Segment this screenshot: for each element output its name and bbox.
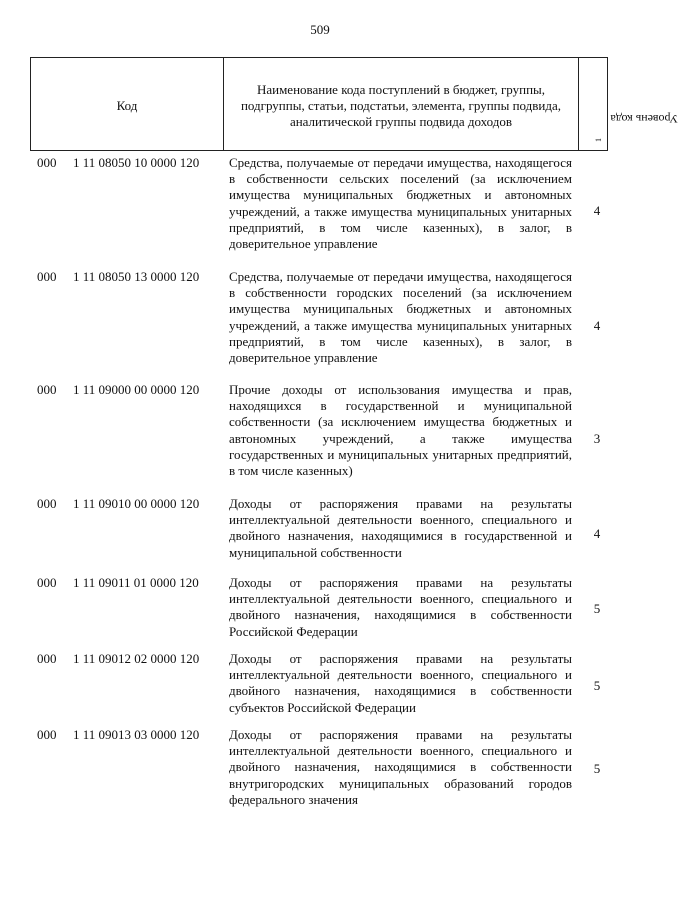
- row-name: Средства, получаемые от передачи имущества, находящегося в собственности сельских поселений (за исключением имущества муниципальных бюджетных и автономных учреждений, а также имущества муниципальных унитарных предприятий, в том числе казенных), в залог, в доверительное управление: [229, 155, 572, 252]
- header-name: Наименование кода поступлений в бюджет, группы, подгруппы, статьи, подстатьи, элемента, группы подвида, аналитической группы подвида доходов: [240, 82, 562, 129]
- row-level: 4: [593, 203, 601, 218]
- row-prefix: 000: [37, 155, 57, 170]
- page-number: 509: [310, 22, 330, 37]
- row-level: 4: [593, 318, 601, 333]
- revenue-codes-table: [30, 57, 678, 807]
- row-level: 5: [593, 678, 601, 693]
- row-name: Прочие доходы от использования имущества и прав, находящихся в государственной и муниципальной собственности (за исключением имущества бюджетных и автономных учреждений, а также имущества государственных и муниципальных унитарных предприятий, в том числе казенных): [229, 382, 572, 479]
- row-level: 4: [593, 526, 601, 541]
- row-name: Доходы от распоряжения правами на результаты интеллектуальной деятельности военного, специального и двойного назначения, находящимися в собственности Российской Федерации: [229, 575, 572, 639]
- row-level: 5: [593, 761, 601, 776]
- row-prefix: 000: [37, 269, 57, 284]
- row-level: 5: [593, 601, 601, 616]
- row-name: Доходы от распоряжения правами на результаты интеллектуальной деятельности военного, специального и двойного назначения, находящимися в собственности внутригородских муниципальных образований городов федерального значения: [229, 727, 572, 807]
- row-prefix: 000: [37, 382, 57, 397]
- table-header: [30, 57, 678, 151]
- header-level-label: Уровень кода: [610, 112, 678, 126]
- row-name: Доходы от распоряжения правами на результаты интеллектуальной деятельности военного, специального и двойного назначения, находящимися в собственности субъектов Российской Федерации: [229, 651, 572, 715]
- row-code: 1 11 09013 03 0000 120: [73, 727, 200, 742]
- row-code: 1 11 09000 00 0000 120: [73, 382, 200, 397]
- row-prefix: 000: [37, 496, 57, 511]
- row-prefix: 000: [37, 575, 57, 590]
- row-prefix: 000: [37, 727, 57, 742]
- header-level-footnote: 1: [594, 138, 603, 142]
- row-code: 1 11 08050 10 0000 120: [73, 155, 200, 170]
- row-name: Средства, получаемые от передачи имущества, находящегося в собственности городских поселений (за исключением имущества муниципальных бюджетных и автономных учреждений, а также имущества муниципальных унитарных предприятий, в том числе казенных), в залог, в доверительное управление: [229, 269, 572, 366]
- header-level: [578, 58, 678, 150]
- row-code: 1 11 09010 00 0000 120: [73, 496, 200, 511]
- row-code: 1 11 08050 13 0000 120: [73, 269, 200, 284]
- row-name: Доходы от распоряжения правами на результаты интеллектуальной деятельности военного, специального и двойного назначения, находящимися в государственной и муниципальной собственности: [229, 496, 572, 560]
- row-code: 1 11 09012 02 0000 120: [73, 651, 200, 666]
- row-level: 3: [593, 431, 601, 446]
- row-prefix: 000: [37, 651, 57, 666]
- row-code: 1 11 09011 01 0000 120: [73, 575, 199, 590]
- header-code: Код: [116, 98, 138, 113]
